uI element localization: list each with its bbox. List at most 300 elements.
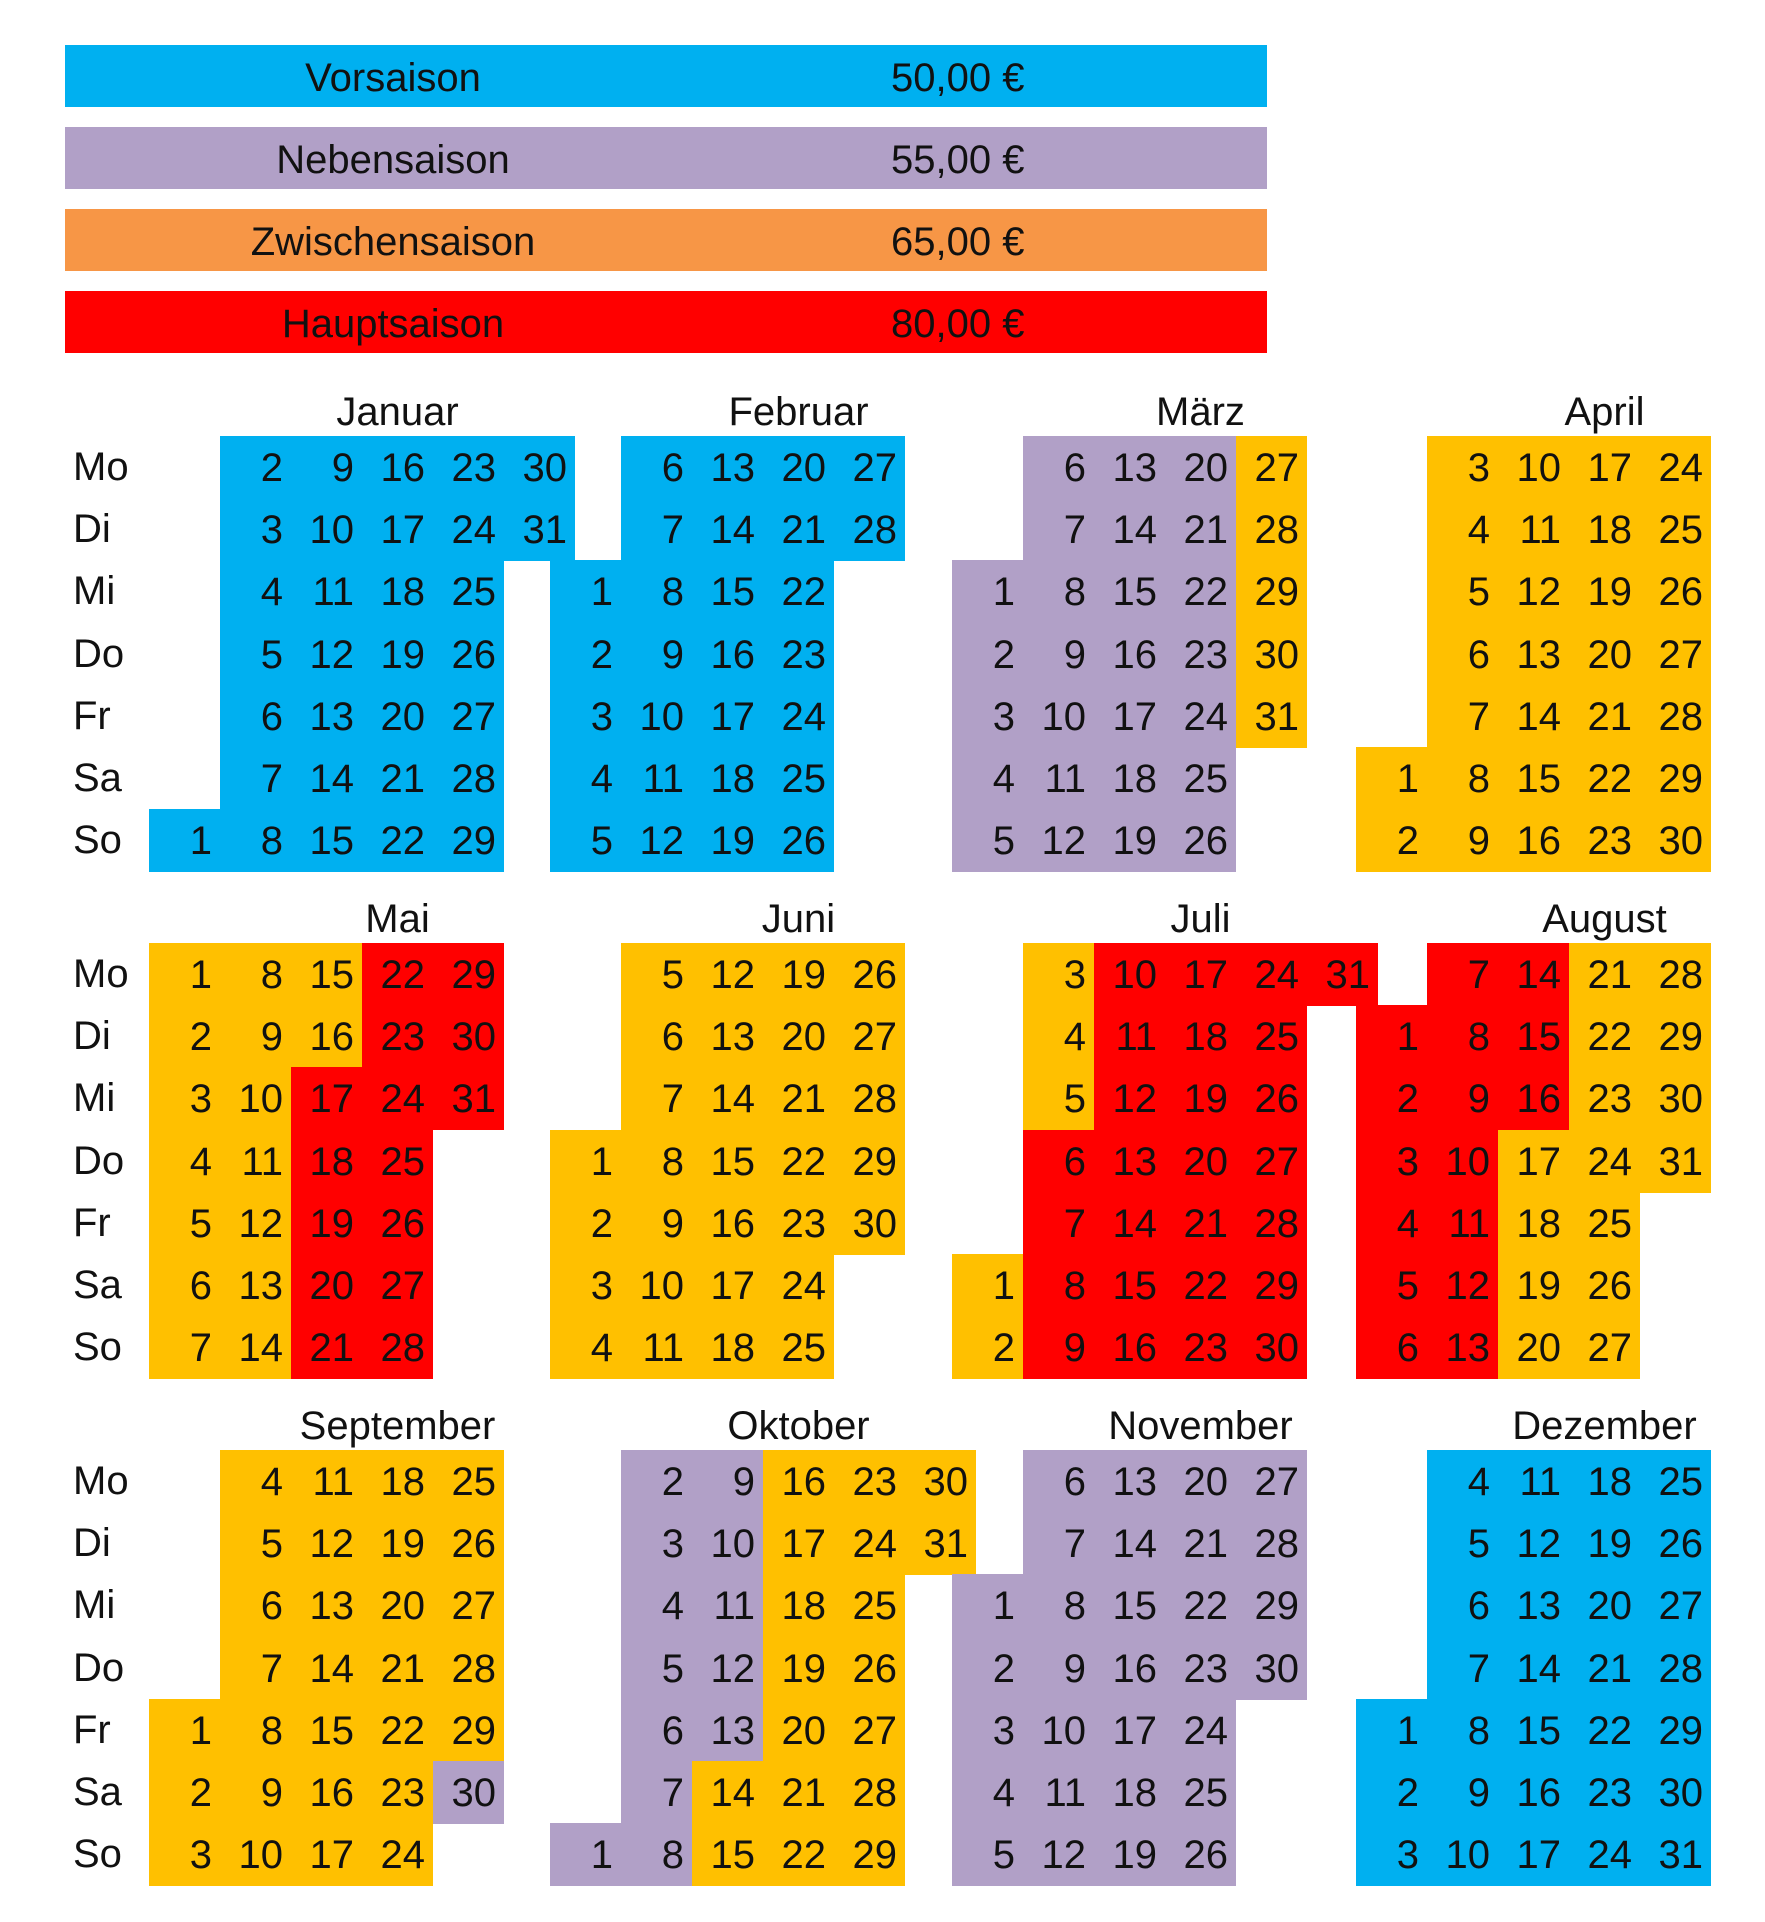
calendar-day-cell: 30: [1640, 1067, 1711, 1130]
calendar-day-cell: 9: [1427, 1761, 1498, 1824]
calendar-day-cell: 22: [362, 943, 433, 1006]
calendar-day-cell: 21: [1569, 1637, 1640, 1700]
legend-season-name: Hauptsaison: [281, 302, 505, 346]
calendar-day-cell: 8: [1427, 747, 1498, 810]
calendar-day-cell: 2: [1356, 1761, 1427, 1824]
legend-season-name: Vorsaison: [305, 56, 481, 100]
calendar-day-cell: 21: [1165, 1192, 1236, 1255]
calendar-day-cell: 27: [362, 1254, 433, 1317]
calendar-day-cell: 24: [433, 498, 504, 561]
calendar-day-cell: 16: [1498, 1067, 1569, 1130]
calendar-day-cell: 21: [763, 1761, 834, 1824]
calendar-day-cell: 14: [1094, 498, 1165, 561]
calendar-day-cell: 25: [763, 747, 834, 810]
calendar-day-cell: 8: [1023, 560, 1094, 623]
calendar-day-cell: 29: [1236, 1254, 1307, 1317]
calendar-day-cell: 29: [1640, 1005, 1711, 1068]
legend-season-price: 80,00 €: [891, 302, 1025, 346]
calendar-day-cell: 22: [763, 1130, 834, 1193]
calendar-day-cell: 8: [1427, 1005, 1498, 1068]
calendar-day-cell: 5: [952, 809, 1023, 872]
calendar-day-cell: 4: [1427, 498, 1498, 561]
calendar-day-cell: 11: [291, 1450, 362, 1513]
calendar-day-cell: 14: [1094, 1512, 1165, 1575]
calendar-day-cell: 6: [1427, 623, 1498, 686]
calendar-day-cell: 5: [220, 1512, 291, 1575]
calendar-day-cell: 23: [433, 436, 504, 499]
legend-season-name: Zwischensaison: [250, 220, 536, 264]
month-title: Juni: [761, 897, 836, 941]
calendar-day-cell: 7: [621, 1761, 692, 1824]
calendar-day-cell: 20: [1165, 436, 1236, 499]
calendar-day-cell: 7: [621, 498, 692, 561]
calendar-day-cell: 28: [433, 747, 504, 810]
calendar-day-cell: 16: [1094, 623, 1165, 686]
calendar-day-cell: 2: [1356, 1067, 1427, 1130]
calendar-day-cell: 21: [1569, 685, 1640, 748]
calendar-day-cell: 14: [1498, 685, 1569, 748]
calendar-day-cell: 7: [149, 1316, 220, 1379]
calendar-day-cell: 4: [952, 747, 1023, 810]
calendar-day-cell: 26: [763, 809, 834, 872]
calendar-day-cell: 29: [433, 943, 504, 1006]
calendar-day-cell: 21: [362, 1637, 433, 1700]
legend-row-vorsaison: [65, 45, 1267, 107]
weekday-label: Mi: [73, 1583, 116, 1628]
weekday-label: Do: [73, 631, 125, 676]
calendar-day-cell: 11: [1498, 1450, 1569, 1513]
calendar-day-cell: 15: [1094, 1574, 1165, 1637]
calendar-day-cell: 18: [362, 1450, 433, 1513]
calendar-day-cell: 24: [1236, 943, 1307, 1006]
calendar-day-cell: 5: [621, 1637, 692, 1700]
calendar-day-cell: 20: [291, 1254, 362, 1317]
legend-row-hauptsaison: [65, 291, 1267, 353]
calendar-day-cell: 23: [1569, 1067, 1640, 1130]
calendar-day-cell: 27: [834, 1005, 905, 1068]
calendar-day-cell: 3: [1427, 436, 1498, 499]
calendar-day-cell: 13: [1094, 436, 1165, 499]
calendar-day-cell: 17: [362, 498, 433, 561]
calendar-day-cell: 10: [1427, 1823, 1498, 1886]
calendar-day-cell: 20: [763, 436, 834, 499]
calendar-day-cell: 29: [433, 809, 504, 872]
calendar-day-cell: 24: [763, 685, 834, 748]
weekday-label: Fr: [73, 1707, 111, 1752]
calendar-day-cell: 20: [763, 1699, 834, 1762]
calendar-day-cell: 18: [763, 1574, 834, 1637]
legend-row-nebensaison: [65, 127, 1267, 189]
calendar-day-cell: 24: [1165, 1699, 1236, 1762]
calendar-day-cell: 31: [504, 498, 575, 561]
calendar-day-cell: 19: [1569, 560, 1640, 623]
calendar-day-cell: 11: [692, 1574, 763, 1637]
calendar-day-cell: 14: [220, 1316, 291, 1379]
calendar-day-cell: 28: [1640, 685, 1711, 748]
calendar-day-cell: 14: [1498, 1637, 1569, 1700]
calendar-day-cell: 3: [1023, 943, 1094, 1006]
calendar-day-cell: 16: [692, 623, 763, 686]
weekday-label: Fr: [73, 693, 111, 738]
calendar-day-cell: 21: [1165, 498, 1236, 561]
calendar-day-cell: 21: [362, 747, 433, 810]
calendar-day-cell: 2: [149, 1761, 220, 1824]
calendar-day-cell: 29: [433, 1699, 504, 1762]
calendar-day-cell: 26: [834, 943, 905, 1006]
calendar-day-cell: 13: [1094, 1130, 1165, 1193]
calendar-day-cell: 13: [1094, 1450, 1165, 1513]
calendar-day-cell: 20: [362, 685, 433, 748]
calendar-day-cell: 29: [1236, 560, 1307, 623]
calendar-day-cell: 26: [1165, 809, 1236, 872]
calendar-day-cell: 5: [952, 1823, 1023, 1886]
calendar-day-cell: 6: [1023, 1450, 1094, 1513]
calendar-day-cell: 29: [1236, 1574, 1307, 1637]
calendar-day-cell: 8: [621, 1823, 692, 1886]
calendar-day-cell: 30: [433, 1761, 504, 1824]
calendar-day-cell: 13: [291, 685, 362, 748]
calendar-day-cell: 24: [834, 1512, 905, 1575]
calendar-day-cell: 1: [149, 943, 220, 1006]
calendar-day-cell: 16: [763, 1450, 834, 1513]
calendar-day-cell: 9: [291, 436, 362, 499]
weekday-label: So: [73, 818, 122, 863]
calendar-day-cell: 24: [1569, 1130, 1640, 1193]
calendar-day-cell: 27: [834, 1699, 905, 1762]
calendar-day-cell: 28: [433, 1637, 504, 1700]
calendar-day-cell: 15: [291, 943, 362, 1006]
calendar-day-cell: 20: [763, 1005, 834, 1068]
calendar-day-cell: 16: [1094, 1637, 1165, 1700]
calendar-day-cell: 19: [291, 1192, 362, 1255]
calendar-day-cell: 20: [362, 1574, 433, 1637]
calendar-day-cell: 15: [1498, 1699, 1569, 1762]
calendar-day-cell: 28: [1236, 498, 1307, 561]
calendar-day-cell: 5: [149, 1192, 220, 1255]
calendar-day-cell: 6: [621, 1699, 692, 1762]
calendar-day-cell: 9: [621, 1192, 692, 1255]
calendar-day-cell: 29: [1640, 747, 1711, 810]
calendar-day-cell: 7: [1023, 1512, 1094, 1575]
calendar-day-cell: 7: [1023, 1192, 1094, 1255]
calendar-day-cell: 1: [149, 809, 220, 872]
calendar-day-cell: 13: [1498, 1574, 1569, 1637]
calendar-day-cell: 13: [692, 1005, 763, 1068]
calendar-day-cell: 6: [220, 685, 291, 748]
calendar-day-cell: 2: [621, 1450, 692, 1513]
calendar-day-cell: 18: [291, 1130, 362, 1193]
calendar-day-cell: 4: [952, 1761, 1023, 1824]
legend-row-zwischensaison: [65, 209, 1267, 271]
calendar-day-cell: 11: [1427, 1192, 1498, 1255]
calendar-day-cell: 1: [952, 1254, 1023, 1317]
calendar-day-cell: 12: [1094, 1067, 1165, 1130]
calendar-day-cell: 17: [1498, 1823, 1569, 1886]
calendar-day-cell: 24: [763, 1254, 834, 1317]
calendar-day-cell: 12: [291, 623, 362, 686]
calendar-day-cell: 28: [362, 1316, 433, 1379]
calendar-day-cell: 17: [1569, 436, 1640, 499]
month-title: Dezember: [1512, 1404, 1697, 1448]
calendar-day-cell: 30: [1236, 623, 1307, 686]
calendar-day-cell: 25: [1569, 1192, 1640, 1255]
calendar-day-cell: 10: [692, 1512, 763, 1575]
calendar-day-cell: 21: [291, 1316, 362, 1379]
calendar-day-cell: 6: [621, 436, 692, 499]
calendar-day-cell: 27: [1236, 1450, 1307, 1513]
calendar-day-cell: 9: [220, 1005, 291, 1068]
calendar-day-cell: 10: [1498, 436, 1569, 499]
calendar-day-cell: 30: [433, 1005, 504, 1068]
calendar-day-cell: 16: [1094, 1316, 1165, 1379]
calendar-day-cell: 3: [952, 1699, 1023, 1762]
calendar-day-cell: 27: [834, 436, 905, 499]
calendar-day-cell: 23: [1165, 1637, 1236, 1700]
calendar-day-cell: 16: [1498, 1761, 1569, 1824]
calendar-day-cell: 29: [834, 1130, 905, 1193]
calendar-day-cell: 17: [692, 1254, 763, 1317]
weekday-label: Mi: [73, 569, 116, 614]
calendar-day-cell: 5: [1356, 1254, 1427, 1317]
calendar-day-cell: 30: [905, 1450, 976, 1513]
calendar-day-cell: 31: [1307, 943, 1378, 1006]
calendar-day-cell: 8: [621, 560, 692, 623]
legend-season-price: 50,00 €: [891, 56, 1025, 100]
calendar-day-cell: 28: [1236, 1192, 1307, 1255]
calendar-day-cell: 1: [1356, 1699, 1427, 1762]
calendar-day-cell: 17: [291, 1067, 362, 1130]
calendar-day-cell: 23: [1569, 809, 1640, 872]
calendar-day-cell: 1: [952, 560, 1023, 623]
calendar-day-cell: 10: [291, 498, 362, 561]
calendar-day-cell: 4: [1023, 1005, 1094, 1068]
month-title: August: [1542, 897, 1667, 941]
calendar-day-cell: 2: [952, 1637, 1023, 1700]
calendar-day-cell: 28: [834, 1761, 905, 1824]
calendar-day-cell: 23: [763, 623, 834, 686]
month-title: Oktober: [727, 1404, 870, 1448]
calendar-day-cell: 16: [1498, 809, 1569, 872]
calendar-day-cell: 21: [1165, 1512, 1236, 1575]
calendar-day-cell: 19: [1165, 1067, 1236, 1130]
calendar-day-cell: 12: [1498, 560, 1569, 623]
calendar-day-cell: 24: [1640, 436, 1711, 499]
weekday-label: Sa: [73, 1770, 122, 1814]
legend-season-price: 55,00 €: [891, 138, 1025, 182]
calendar-day-cell: 23: [834, 1450, 905, 1513]
calendar-day-cell: 22: [1569, 747, 1640, 810]
calendar-day-cell: 11: [1094, 1005, 1165, 1068]
calendar-day-cell: 25: [1165, 747, 1236, 810]
calendar-day-cell: 17: [692, 685, 763, 748]
calendar-day-cell: 4: [220, 1450, 291, 1513]
legend-season-price: 65,00 €: [891, 220, 1025, 264]
calendar-day-cell: 7: [220, 747, 291, 810]
calendar-day-cell: 6: [621, 1005, 692, 1068]
calendar-day-cell: 5: [220, 623, 291, 686]
calendar-day-cell: 25: [1640, 1450, 1711, 1513]
weekday-label: Do: [73, 1138, 125, 1183]
calendar-day-cell: 12: [621, 809, 692, 872]
calendar-day-cell: 25: [763, 1316, 834, 1379]
calendar-day-cell: 4: [621, 1574, 692, 1637]
calendar-day-cell: 1: [1356, 747, 1427, 810]
calendar-day-cell: 2: [1356, 809, 1427, 872]
calendar-day-cell: 21: [763, 1067, 834, 1130]
calendar-day-cell: 3: [550, 685, 621, 748]
calendar-day-cell: 4: [220, 560, 291, 623]
calendar-day-cell: 9: [1023, 1316, 1094, 1379]
calendar-day-cell: 27: [1640, 1574, 1711, 1637]
calendar-day-cell: 10: [220, 1067, 291, 1130]
weekday-label: So: [73, 1325, 122, 1370]
calendar-day-cell: 30: [1236, 1637, 1307, 1700]
calendar-day-cell: 22: [763, 560, 834, 623]
calendar-day-cell: 9: [220, 1761, 291, 1824]
calendar-day-cell: 3: [952, 685, 1023, 748]
calendar-day-cell: 15: [1094, 1254, 1165, 1317]
month-title: März: [1156, 390, 1245, 434]
calendar-day-cell: 22: [1165, 1254, 1236, 1317]
calendar-day-cell: 19: [763, 1637, 834, 1700]
calendar-day-cell: 9: [1023, 623, 1094, 686]
calendar-day-cell: 3: [550, 1254, 621, 1317]
calendar-day-cell: 23: [1165, 623, 1236, 686]
calendar-day-cell: 4: [1356, 1192, 1427, 1255]
calendar-day-cell: 14: [692, 1067, 763, 1130]
calendar-day-cell: 19: [1498, 1254, 1569, 1317]
calendar-day-cell: 24: [362, 1067, 433, 1130]
calendar-day-cell: 18: [1094, 1761, 1165, 1824]
calendar-day-cell: 16: [291, 1761, 362, 1824]
calendar-day-cell: 18: [362, 560, 433, 623]
calendar-day-cell: 15: [692, 1823, 763, 1886]
calendar-day-cell: 9: [1427, 1067, 1498, 1130]
calendar-day-cell: 11: [220, 1130, 291, 1193]
calendar-day-cell: 22: [1165, 560, 1236, 623]
calendar-day-cell: 7: [621, 1067, 692, 1130]
calendar-day-cell: 6: [220, 1574, 291, 1637]
month-title: Juli: [1170, 897, 1231, 941]
calendar-day-cell: 12: [1023, 809, 1094, 872]
calendar-day-cell: 26: [1640, 560, 1711, 623]
calendar-day-cell: 25: [362, 1130, 433, 1193]
calendar-day-cell: 10: [220, 1823, 291, 1886]
calendar-day-cell: 20: [1569, 623, 1640, 686]
calendar-day-cell: 10: [621, 685, 692, 748]
calendar-day-cell: 27: [1569, 1316, 1640, 1379]
calendar-day-cell: 15: [291, 1699, 362, 1762]
calendar-day-cell: 19: [362, 1512, 433, 1575]
calendar-day-cell: 31: [433, 1067, 504, 1130]
calendar-day-cell: 6: [1023, 1130, 1094, 1193]
calendar-day-cell: 4: [550, 1316, 621, 1379]
calendar-day-cell: 3: [220, 498, 291, 561]
calendar-day-cell: 6: [1427, 1574, 1498, 1637]
weekday-label: So: [73, 1832, 122, 1877]
calendar-day-cell: 13: [1498, 623, 1569, 686]
calendar-day-cell: 12: [220, 1192, 291, 1255]
calendar-day-cell: 19: [1569, 1512, 1640, 1575]
calendar-day-cell: 10: [621, 1254, 692, 1317]
calendar-day-cell: 27: [433, 1574, 504, 1637]
weekday-label: Di: [73, 507, 111, 552]
calendar-day-cell: 28: [834, 1067, 905, 1130]
calendar-day-cell: 31: [905, 1512, 976, 1575]
calendar-day-cell: 4: [550, 747, 621, 810]
calendar-day-cell: 25: [1165, 1761, 1236, 1824]
calendar-day-cell: 22: [1165, 1574, 1236, 1637]
calendar-day-cell: 26: [1165, 1823, 1236, 1886]
calendar-day-cell: 12: [1498, 1512, 1569, 1575]
calendar-day-cell: 23: [362, 1761, 433, 1824]
calendar-day-cell: 14: [1498, 943, 1569, 1006]
calendar-day-cell: 28: [1640, 943, 1711, 1006]
calendar-day-cell: 16: [362, 436, 433, 499]
calendar-day-cell: 11: [291, 560, 362, 623]
calendar-day-cell: 4: [1427, 1450, 1498, 1513]
calendar-day-cell: 3: [1356, 1130, 1427, 1193]
calendar-day-cell: 28: [834, 498, 905, 561]
calendar-day-cell: 6: [1023, 436, 1094, 499]
calendar-day-cell: 9: [692, 1450, 763, 1513]
calendar-day-cell: 15: [1498, 1005, 1569, 1068]
calendar-day-cell: 11: [621, 1316, 692, 1379]
calendar-day-cell: 1: [550, 1823, 621, 1886]
calendar-day-cell: 15: [692, 560, 763, 623]
calendar-day-cell: 2: [550, 623, 621, 686]
calendar-day-cell: 11: [1023, 747, 1094, 810]
calendar-day-cell: 23: [362, 1005, 433, 1068]
calendar-day-cell: 21: [1569, 943, 1640, 1006]
calendar-day-cell: 7: [1427, 1637, 1498, 1700]
calendar-day-cell: 8: [1023, 1574, 1094, 1637]
calendar-day-cell: 8: [621, 1130, 692, 1193]
calendar-day-cell: 10: [1023, 685, 1094, 748]
month-title: September: [299, 1404, 496, 1448]
calendar-day-cell: 19: [1094, 809, 1165, 872]
calendar-day-cell: 18: [692, 1316, 763, 1379]
calendar-day-cell: 31: [1640, 1823, 1711, 1886]
calendar-day-cell: 13: [1427, 1316, 1498, 1379]
calendar-day-cell: 5: [1427, 1512, 1498, 1575]
calendar-day-cell: 1: [952, 1574, 1023, 1637]
calendar-day-cell: 1: [1356, 1005, 1427, 1068]
calendar-day-cell: 17: [1165, 943, 1236, 1006]
calendar-day-cell: 3: [1356, 1823, 1427, 1886]
calendar-day-cell: 9: [621, 623, 692, 686]
calendar-day-cell: 26: [362, 1192, 433, 1255]
calendar-day-cell: 4: [149, 1130, 220, 1193]
calendar-day-cell: 14: [692, 498, 763, 561]
weekday-label: Di: [73, 1521, 111, 1566]
calendar-day-cell: 30: [834, 1192, 905, 1255]
calendar-day-cell: 20: [1165, 1130, 1236, 1193]
calendar-day-cell: 22: [362, 809, 433, 872]
calendar-day-cell: 8: [220, 809, 291, 872]
calendar-day-cell: 23: [763, 1192, 834, 1255]
calendar-day-cell: 30: [1640, 809, 1711, 872]
weekday-label: Mo: [73, 445, 129, 489]
calendar-day-cell: 27: [1236, 1130, 1307, 1193]
weekday-label: Fr: [73, 1200, 111, 1245]
calendar-day-cell: 6: [1356, 1316, 1427, 1379]
calendar-day-cell: 30: [1640, 1761, 1711, 1824]
calendar-day-cell: 11: [621, 747, 692, 810]
calendar-day-cell: 2: [220, 436, 291, 499]
calendar-day-cell: 14: [291, 747, 362, 810]
calendar-day-cell: 2: [550, 1192, 621, 1255]
